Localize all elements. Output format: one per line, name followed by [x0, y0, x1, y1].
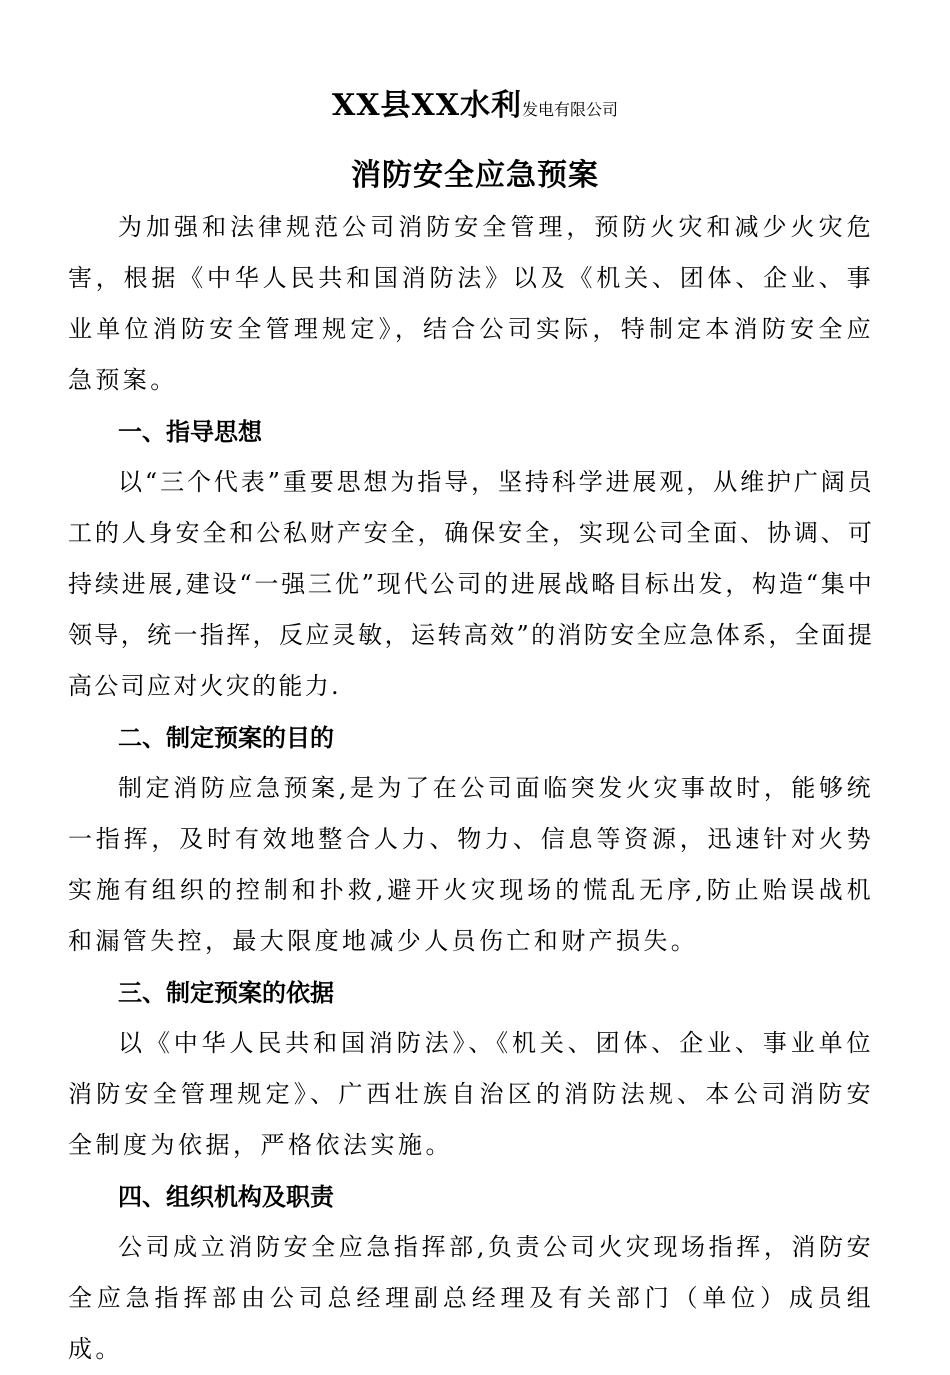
section-paragraph-guiding-ideology: 以“三个代表”重要思想为指导，坚持科学进展观，从维护广阔员工的人身安全和公私财产安全，确保安全，实现公司全面、协调、可持续进展,建设“一强三优”现代公司的进展战略目标出发，构造“集中领导，统一指挥，反应灵敏，运转高效”的消防安全应急体系，全面提高公司应对火灾的能力.	[68, 468, 874, 700]
company-name-suffix: 发电有限公司	[522, 100, 619, 119]
section-heading-guiding-ideology: 一、指导思想	[118, 417, 262, 446]
document-body	[68, 202, 874, 1375]
intro-paragraph: 为加强和法律规范公司消防安全管理，预防火灾和减少火灾危害，根据《中华人民共和国消防法》以及《机关、团体、企业、事业单位消防安全管理规定》，结合公司实际，特制定本消防安全应急预案。	[68, 213, 874, 394]
section-heading-basis: 三、制定预案的依据	[118, 978, 334, 1007]
section-paragraph-basis: 以《中华人民共和国消防法》、《机关、团体、企业、事业单位消防安全管理规定》、广西壮族自治区的消防法规、本公司消防安全制度为依据，严格依法实施。	[68, 1029, 874, 1159]
section-paragraph-organization: 公司成立消防安全应急指挥部,负责公司火灾现场指挥，消防安全应急指挥部由公司总经理副总经理及有关部门（单位）成员组成。	[68, 1233, 874, 1363]
section-heading-organization: 四、组织机构及职责	[118, 1182, 334, 1211]
company-name	[0, 80, 950, 124]
document-title: 消防安全应急预案	[351, 158, 599, 193]
company-name-main: XX县XX水利	[331, 88, 523, 123]
section-paragraph-purpose: 制定消防应急预案,是为了在公司面临突发火灾事故时，能够统一指挥，及时有效地整合人力、物力、信息等资源，迅速针对火势实施有组织的控制和扑救,避开火灾现场的慌乱无序,防止贻误战机和漏管失控，最大限度地减少人员伤亡和财产损失。	[68, 774, 874, 955]
section-heading-purpose: 二、制定预案的目的	[118, 723, 334, 752]
